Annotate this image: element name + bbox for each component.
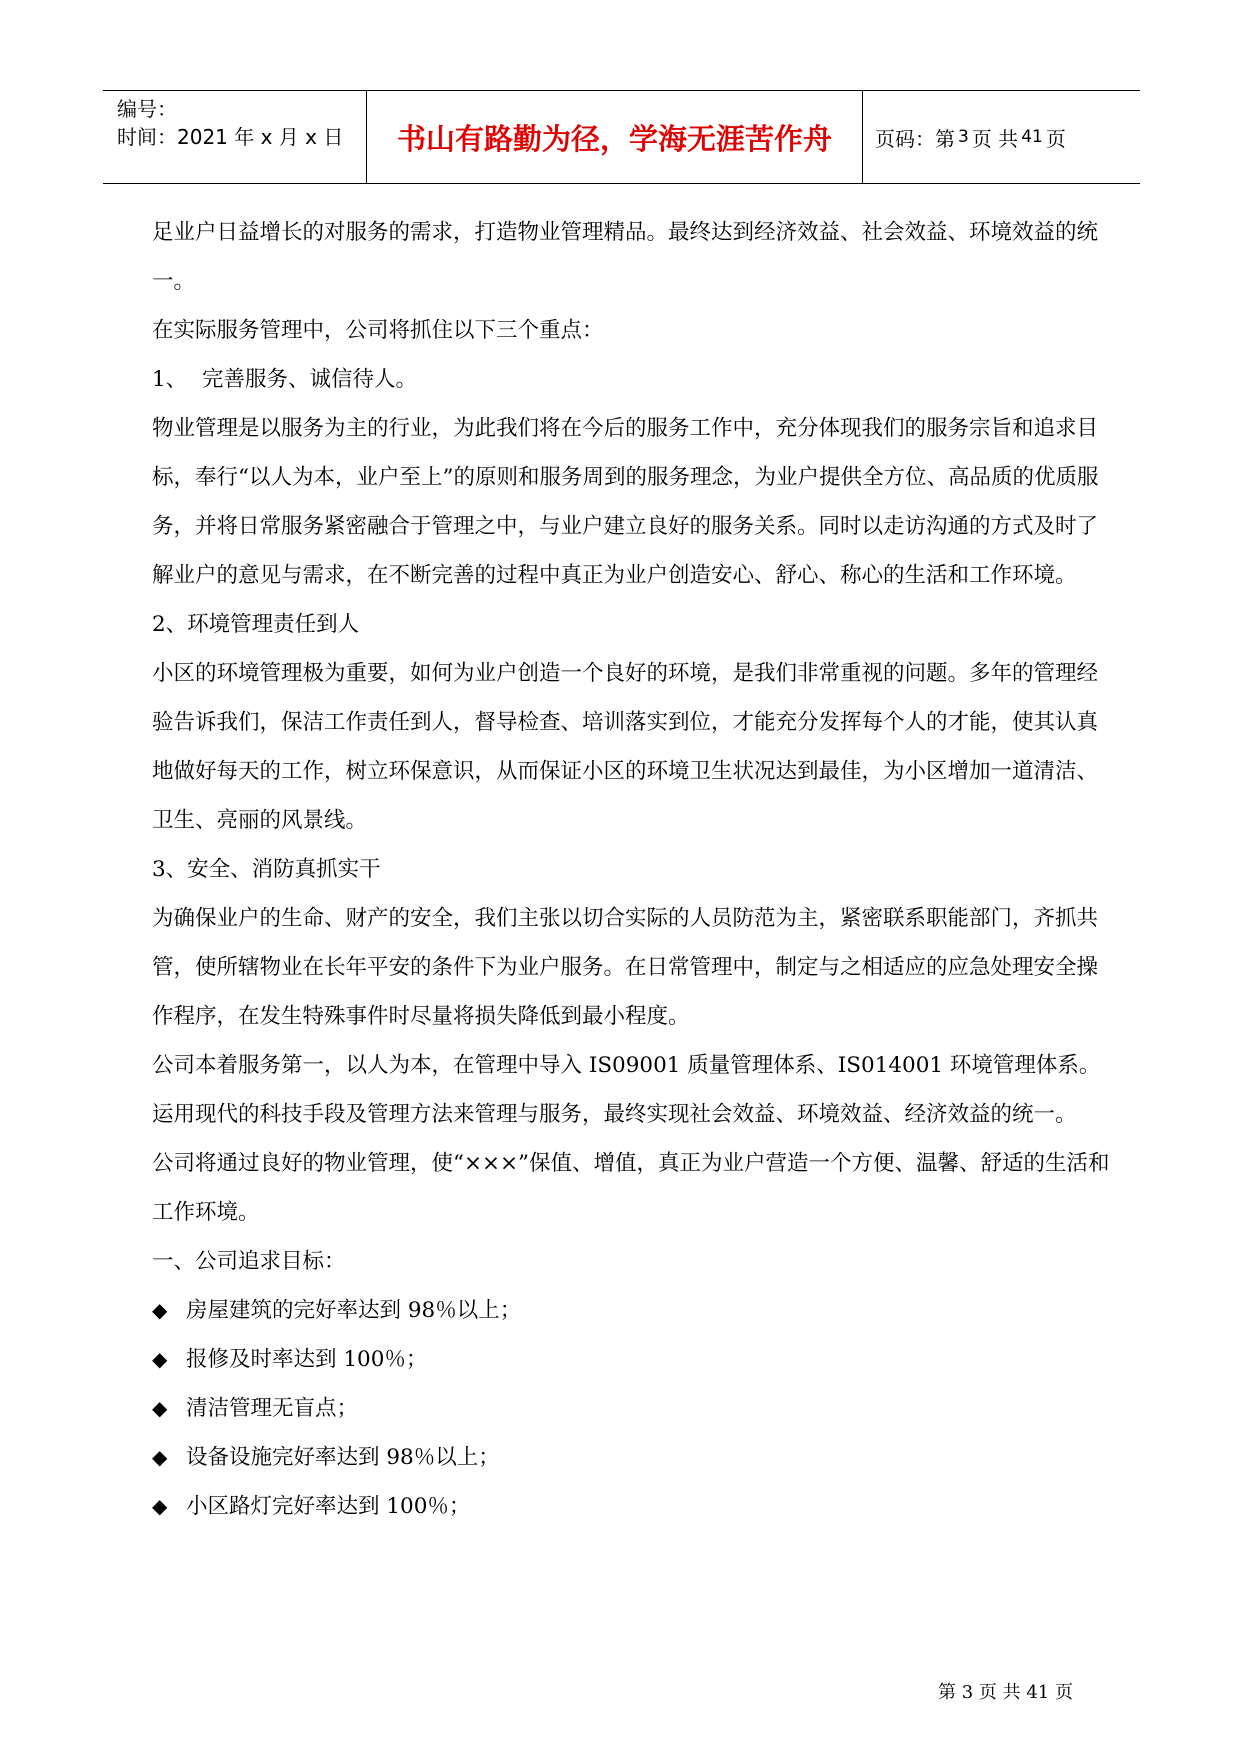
paragraph-safety: 为确保业户的生命、财产的安全，我们主张以切合实际的人员防范为主，紧密联系职能部门，齐抓共管，使所辖物业在长年平安的条件下为业户服务。在日常管理中，制定与之相适应的应急处理安全操作程序，在发生特殊事件时尽量将损失降低到最小程度。 xyxy=(152,906,1099,1029)
page-total: 41 xyxy=(1021,127,1043,147)
numbered-item-3: 3、安全、消防真抓实干 xyxy=(152,857,381,882)
goals-heading: 一、公司追求目标： xyxy=(152,1249,346,1274)
diamond-bullet-icon: ◆ xyxy=(152,1494,168,1518)
goal-text: 报修及时率达到 100％； xyxy=(186,1347,428,1372)
goal-text: 小区路灯完好率达到 100％； xyxy=(186,1494,471,1519)
numbered-item-1 xyxy=(152,355,1112,404)
paragraph-three-focus-intro: 在实际服务管理中，公司将抓住以下三个重点： xyxy=(152,318,604,343)
diamond-bullet-icon: ◆ xyxy=(152,1396,168,1420)
document-body xyxy=(152,208,1112,1531)
paragraph-iso: 公司本着服务第一，以人为本，在管理中导入 IS09001 质量管理体系、IS014001 环境管理体系。运用现代的科技手段及管理方法来管理与服务，最终实现社会效益、环境效益、经济效益的统一。 xyxy=(152,1053,1101,1127)
header-page-info xyxy=(863,91,1140,183)
numbered-item-2: 2、环境管理责任到人 xyxy=(152,612,360,637)
list-item xyxy=(152,1384,1112,1433)
paragraph-value: 公司将通过良好的物业管理，使“×××”保值、增值，真正为业户营造一个方便、温馨、舒适的生活和工作环境。 xyxy=(152,1151,1110,1225)
paragraph-continuation: 足业户日益增长的对服务的需求，打造物业管理精品。最终达到经济效益、社会效益、环境效益的统一。 xyxy=(152,220,1099,294)
page-middle: 页 共 xyxy=(971,126,1019,151)
page-header xyxy=(103,90,1140,184)
diamond-bullet-icon: ◆ xyxy=(152,1347,168,1371)
item-text: 完善服务、诚信待人。 xyxy=(202,367,418,392)
list-item xyxy=(152,1482,1112,1531)
list-item xyxy=(152,1433,1112,1482)
page-current: 3 xyxy=(958,127,969,147)
document-number-label: 编号： xyxy=(117,97,177,121)
paragraph-environment: 小区的环境管理极为重要，如何为业户创造一个良好的环境，是我们非常重视的问题。多年的管理经验告诉我们，保洁工作责任到人，督导检查、培训落实到位，才能充分发挥每个人的才能，使其认真地做好每天的工作，树立环保意识，从而保证小区的环境卫生状况达到最佳，为小区增加一道清洁、卫生、亮丽的风景线。 xyxy=(152,661,1099,833)
header-motto: 书山有路勤为径，学海无涯苦作舟 xyxy=(367,91,863,183)
page-prefix: 页码：第 xyxy=(875,126,955,151)
list-item xyxy=(152,1335,1112,1384)
list-item xyxy=(152,1286,1112,1335)
diamond-bullet-icon: ◆ xyxy=(152,1445,168,1469)
item-number: 1、 xyxy=(152,367,188,392)
paragraph-service: 物业管理是以服务为主的行业，为此我们将在今后的服务工作中，充分体现我们的服务宗旨和追求目标，奉行“以人为本，业户至上”的原则和服务周到的服务理念，为业户提供全方位、高品质的优质服务，并将日常服务紧密融合于管理之中，与业户建立良好的服务关系。同时以走访沟通的方式及时了解业户的意见与需求，在不断完善的过程中真正为业户创造安心、舒心、称心的生活和工作环境。 xyxy=(152,416,1099,588)
page-footer: 第 3 页 共 41 页 xyxy=(938,1682,1073,1703)
document-time: 时间：2021 年 x 月 x 日 xyxy=(117,125,344,149)
goal-text: 清洁管理无盲点； xyxy=(186,1396,359,1421)
header-meta xyxy=(103,91,367,183)
page-suffix: 页 xyxy=(1045,126,1066,151)
diamond-bullet-icon: ◆ xyxy=(152,1298,168,1322)
goal-text: 设备设施完好率达到 98％以上； xyxy=(186,1445,500,1470)
goal-text: 房屋建筑的完好率达到 98％以上； xyxy=(186,1298,522,1323)
